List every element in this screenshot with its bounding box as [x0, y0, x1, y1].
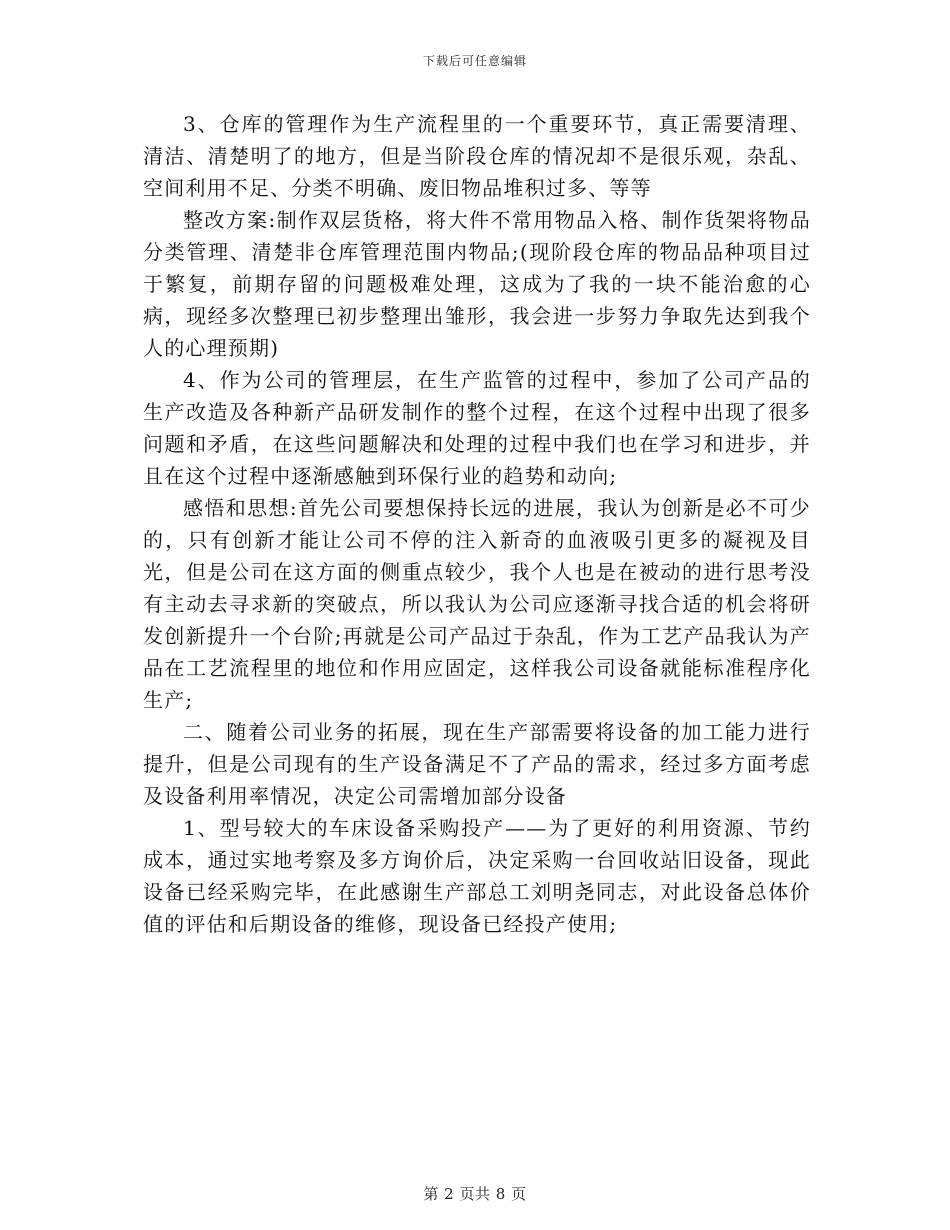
page-number: 第 2 页共 8 页: [423, 1185, 527, 1203]
paragraph-lathe-procurement: 1、型号较大的车床设备采购投产——为了更好的利用资源、节约成本，通过实地考察及多方询价后，决定采购一台回收站旧设备，现此设备已经采购完毕，在此感谢生产部总工刘明尧同志，对此设备总体价值的评估和后期设备的维修，现设备已经投产使用;: [143, 816, 811, 936]
paragraph-equipment-expansion: 二、随着公司业务的拓展，现在生产部需要将设备的加工能力进行提升，但是公司现有的生产设备满足不了产品的需求，经过多方面考虑及设备利用率情况，决定公司需增加部分设备: [143, 720, 811, 808]
page-header: 下载后可任意编辑: [422, 54, 527, 68]
document-body: [143, 108, 811, 940]
paragraph-warehouse-management: 3、仓库的管理作为生产流程里的一个重要环节，真正需要清理、清洁、清楚明了的地方，但是当阶段仓库的情况却不是很乐观，杂乱、空间利用不足、分类不明确、废旧物品堆积过多、等等: [143, 112, 811, 200]
paragraph-management-layer: 4、作为公司的管理层，在生产监管的过程中，参加了公司产品的生产改造及各种新产品研发制作的整个过程，在这个过程中出现了很多问题和矛盾，在这些问题解决和处理的过程中我们也在学习和进步，并且在这个过程中逐渐感触到环保行业的趋势和动向;: [143, 368, 811, 488]
paragraph-reflections: 感悟和思想:首先公司要想保持长远的进展，我认为创新是必不可少的，只有创新才能让公司不停的注入新奇的血液吸引更多的凝视及目光，但是公司在这方面的侧重点较少，我个人也是在被动的进行思考没有主动去寻求新的突破点，所以我认为公司应逐渐寻找合适的机会将研发创新提升一个台阶;再就是公司产品过于杂乱，作为工艺产品我认为产品在工艺流程里的地位和作用应固定，这样我公司设备就能标准程序化生产;: [143, 496, 811, 712]
paragraph-rectification-plan: 整改方案:制作双层货格，将大件不常用物品入格、制作货架将物品分类管理、清楚非仓库管理范围内物品;(现阶段仓库的物品品种项目过于繁复，前期存留的问题极难处理，这成为了我的一块不能治愈的心病，现经多次整理已初步整理出雏形，我会进一步努力争取先达到我个人的心理预期): [143, 208, 811, 360]
